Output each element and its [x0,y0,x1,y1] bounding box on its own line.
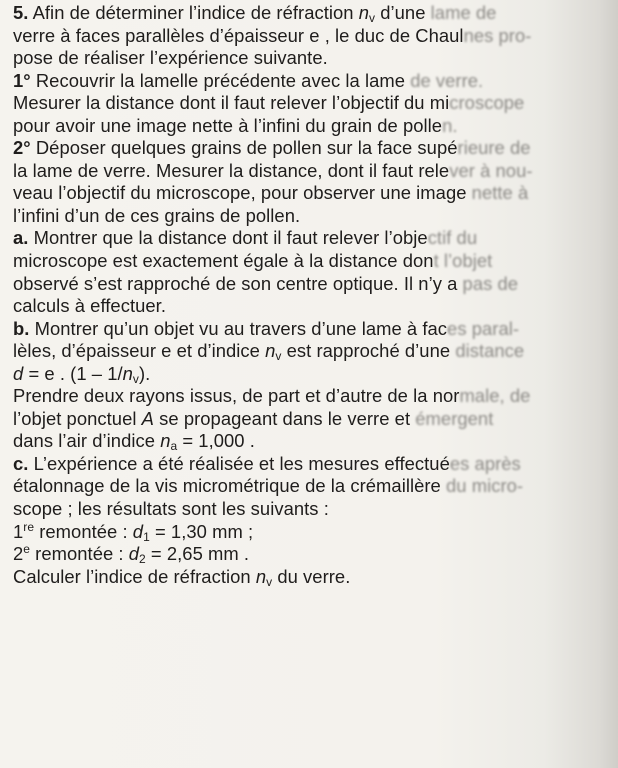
text-span: d’une [375,2,431,23]
text-span: lèles, d’épaisseur e et d’indice [13,340,266,362]
text-line [13,408,618,431]
faded-text: lame de [430,2,497,23]
faded-text: male, de [459,385,531,407]
faded-text: ctif du [427,227,478,249]
text-span: Montrer que la distance dont il faut relever l’obje [28,227,428,249]
text-line [13,521,618,544]
text-span: n [122,362,133,384]
text-line [13,543,618,566]
faded-text: t l’objet [433,250,493,272]
text-span: microscope est exactement égale à la distance don [13,250,434,272]
text-span: Montrer qu’un objet vu au travers d’une lame à fac [29,317,448,339]
text-span: l’infini d’un de ces grains de pollen. [13,204,301,226]
text-line [13,430,618,453]
exercise-text [13,2,618,588]
text-span: ). [138,362,151,384]
text-span: a. [13,227,29,249]
text-span: pour avoir une image nette à l’infini du grain de polle [13,114,443,136]
faded-text: es après [449,452,521,474]
text-span: la lame de verre. Mesurer la distance, dont il faut rele [13,159,450,181]
text-span: 2° [13,137,31,159]
faded-text: ver à nou- [449,159,533,181]
text-span: Recouvrir la lamelle précédente avec la lame [30,69,411,91]
text-span: observé s’est rapproché de son centre optique. Il n’y a [13,272,463,294]
text-line [13,47,618,70]
faded-text: n. [442,114,458,136]
subscript: 1 [143,529,150,544]
faded-text: es paral- [447,317,520,339]
subscript: v [275,349,282,364]
text-span: Calculer l’indice de réfraction [13,565,256,587]
text-line [13,227,618,250]
subscript: v [266,574,273,589]
text-span: Déposer quelques grains de pollen sur la face supé [30,137,458,159]
text-span: d [132,520,144,542]
text-span: 1 [13,520,24,542]
text-span: = e . (1 – 1/ [23,362,123,384]
text-span: du verre. [272,565,351,587]
text-line [13,182,618,205]
subscript: v [132,371,139,386]
text-line [13,70,618,93]
text-span: d [13,362,24,384]
text-line [13,137,618,160]
text-span: = 1,000 . [177,430,255,452]
subscript: a [170,439,178,454]
faded-text: croscope [449,92,525,114]
text-line [13,2,618,25]
text-line [13,566,618,589]
text-line [13,250,618,273]
text-span: 1° [13,69,31,91]
text-span: veau l’objectif du microscope, pour observer une image [13,182,467,204]
text-line [13,25,618,48]
text-line [13,498,618,521]
text-span: A [141,407,154,429]
text-line [13,115,618,138]
text-line [13,273,618,296]
text-span: = 2,65 mm . [145,543,250,565]
faded-text: de verre. [410,69,484,91]
text-span: 5. [13,2,29,23]
text-line [13,363,618,386]
superscript: re [23,519,35,534]
text-span: = 1,30 mm ; [149,520,254,542]
text-span: n [160,430,171,452]
text-span: remontée : [34,520,133,542]
text-span: se propageant dans le verre et [153,407,416,429]
text-span: étalonnage de la vis micrométrique de la crémaillère [13,475,446,497]
text-span: est rapproché d’une [281,340,456,362]
text-line [13,453,618,476]
faded-text: distance [455,340,525,362]
text-span: Afin de déterminer l’indice de réfraction [28,2,359,23]
text-span: calculs à effectuer. [13,295,166,317]
text-span: Prendre deux rayons issus, de part et d’autre de la nor [13,385,460,407]
faded-text: nette à [466,182,529,204]
superscript: e [23,542,31,557]
text-span: n [358,2,370,23]
text-span: remontée : [30,543,129,565]
text-line [13,205,618,228]
text-span: dans l’air d’indice [13,430,161,452]
text-span: c. [13,452,29,474]
text-line [13,318,618,341]
faded-text: rieure de [457,137,531,159]
faded-text: nes pro- [463,24,532,46]
text-span: scope ; les résultats sont les suivants : [13,498,329,520]
text-span: b. [13,317,30,339]
faded-text: du micro- [446,475,524,497]
text-line [13,340,618,363]
faded-text: pas de [462,272,519,294]
faded-text: émergent [415,407,494,429]
text-line [13,475,618,498]
text-span: d [128,543,140,565]
text-span: Mesurer la distance dont il faut relever l’objectif du mi [13,92,450,114]
text-line [13,160,618,183]
subscript: 2 [139,552,146,567]
text-line [13,295,618,318]
text-span: n [255,565,267,587]
text-span: pose de réaliser l’expérience suivante. [13,47,328,69]
text-span: n [265,340,276,362]
text-span: L’expérience a été réalisée et les mesures effectué [28,452,450,474]
subscript: v [369,11,376,25]
text-span: 2 [13,543,24,565]
text-line [13,92,618,115]
text-line [13,385,618,408]
text-span: verre à faces parallèles d’épaisseur e , le duc de Chaul [13,24,464,46]
text-span: l’objet ponctuel [13,407,142,429]
